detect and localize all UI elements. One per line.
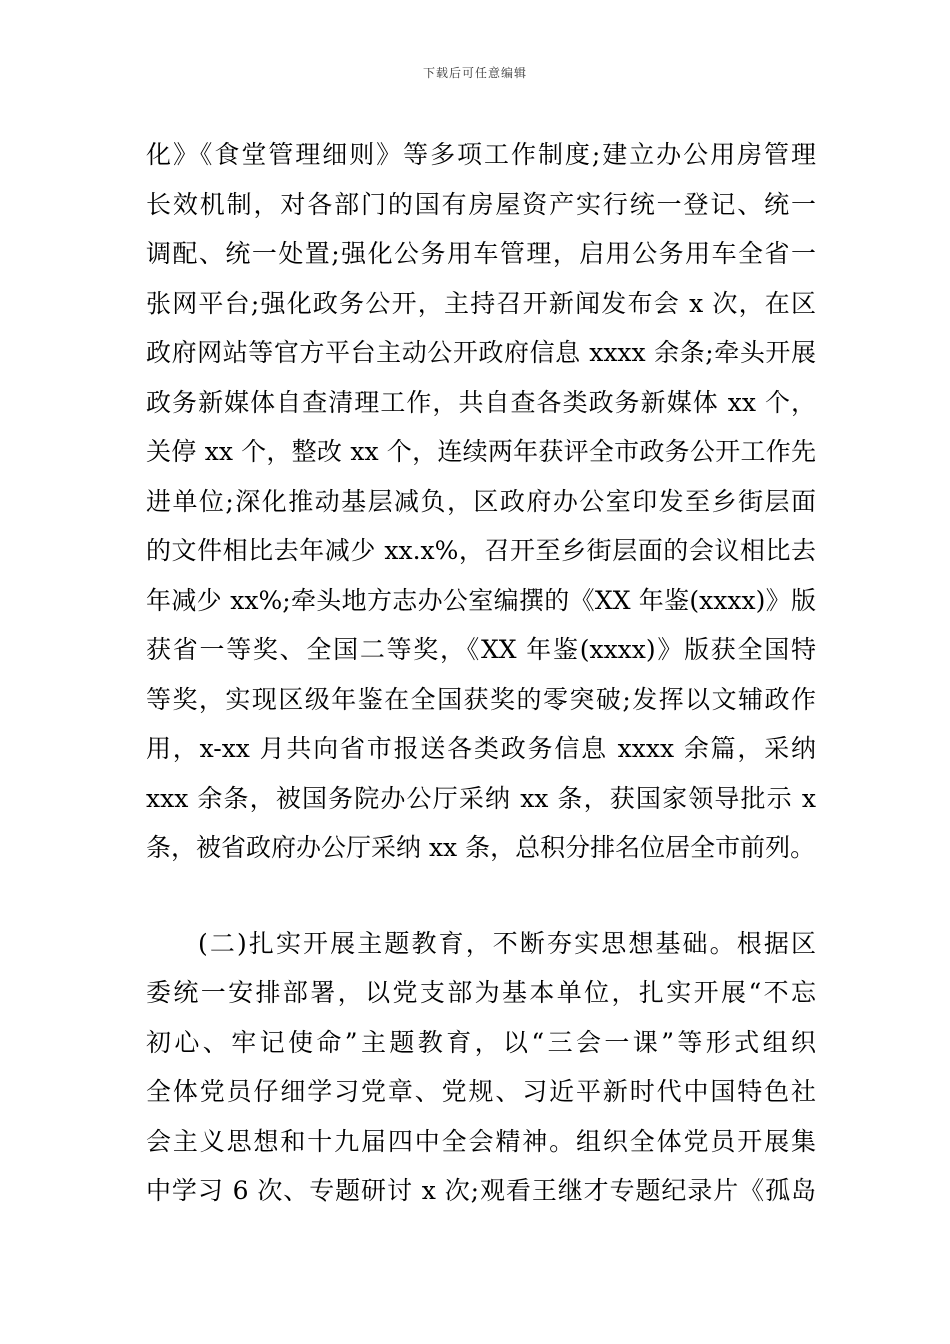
paragraph-line: 年减少 xx%;牵头地方志办公室编撰的《XX 年鉴(xxxx)》版 (146, 585, 816, 615)
paragraph-line: 化》《食堂管理细则》等多项工作制度;建立办公用房管理 (146, 140, 816, 169)
paragraph-line: 条，被省政府办公厅采纳 xx 条，总积分排名位居全市前列。 (146, 833, 816, 862)
page-header: 下载后可任意编辑 (422, 66, 527, 80)
paragraph-line: 的文件相比去年减少 xx.x%，召开至乡街层面的会议相比去 (146, 536, 816, 565)
paragraph-1 (146, 130, 816, 873)
paragraph-line: 调配、统一处置;强化公务用车管理，启用公务用车全省一 (146, 239, 816, 268)
paragraph-line: 中学习 6 次、专题研讨 x 次;观看王继才专题纪录片《孤岛 (146, 1176, 816, 1205)
paragraph-line: 用，x-xx 月共向省市报送各类政务信息 xxxx 余篇，采纳 (146, 734, 816, 763)
paragraph-line: 初心、牢记使命”主题教育，以“三会一课”等形式组织 (146, 1027, 816, 1057)
paragraph-line: 政府网站等官方平台主动公开政府信息 xxxx 余条;牵头开展 (146, 338, 816, 367)
paragraph-line: 进单位;深化推动基层减负，区政府办公室印发至乡街层面 (146, 486, 816, 516)
paragraph-gap (146, 873, 816, 919)
paragraph-line: 全体党员仔细学习党章、党规、习近平新时代中国特色社 (146, 1077, 816, 1106)
paragraph-line: xxx 余条，被国务院办公厅采纳 xx 条，获国家领导批示 x (146, 783, 816, 813)
paragraph-line: 委统一安排部署，以党支部为基本单位，扎实开展“不忘 (146, 978, 816, 1007)
paragraph-line: 长效机制，对各部门的国有房屋资产实行统一登记、统一 (146, 189, 816, 219)
paragraph-line: 张网平台;强化政务公开，主持召开新闻发布会 x 次，在区 (146, 288, 816, 318)
paragraph-line: (二)扎实开展主题教育，不断夯实思想基础。根据区 (198, 928, 816, 958)
paragraph-line: 等奖，实现区级年鉴在全国获奖的零突破;发挥以文辅政作 (146, 684, 816, 714)
paragraph-2 (146, 919, 816, 1216)
document-body (146, 130, 816, 1216)
paragraph-line: 获省一等奖、全国二等奖，《XX 年鉴(xxxx)》版获全国特 (146, 635, 816, 664)
paragraph-line: 政务新媒体自查清理工作，共自查各类政务新媒体 xx 个， (146, 387, 816, 417)
paragraph-line: 关停 xx 个，整改 xx 个，连续两年获评全市政务公开工作先 (146, 437, 816, 466)
paragraph-line: 会主义思想和十九届四中全会精神。组织全体党员开展集 (146, 1126, 816, 1156)
